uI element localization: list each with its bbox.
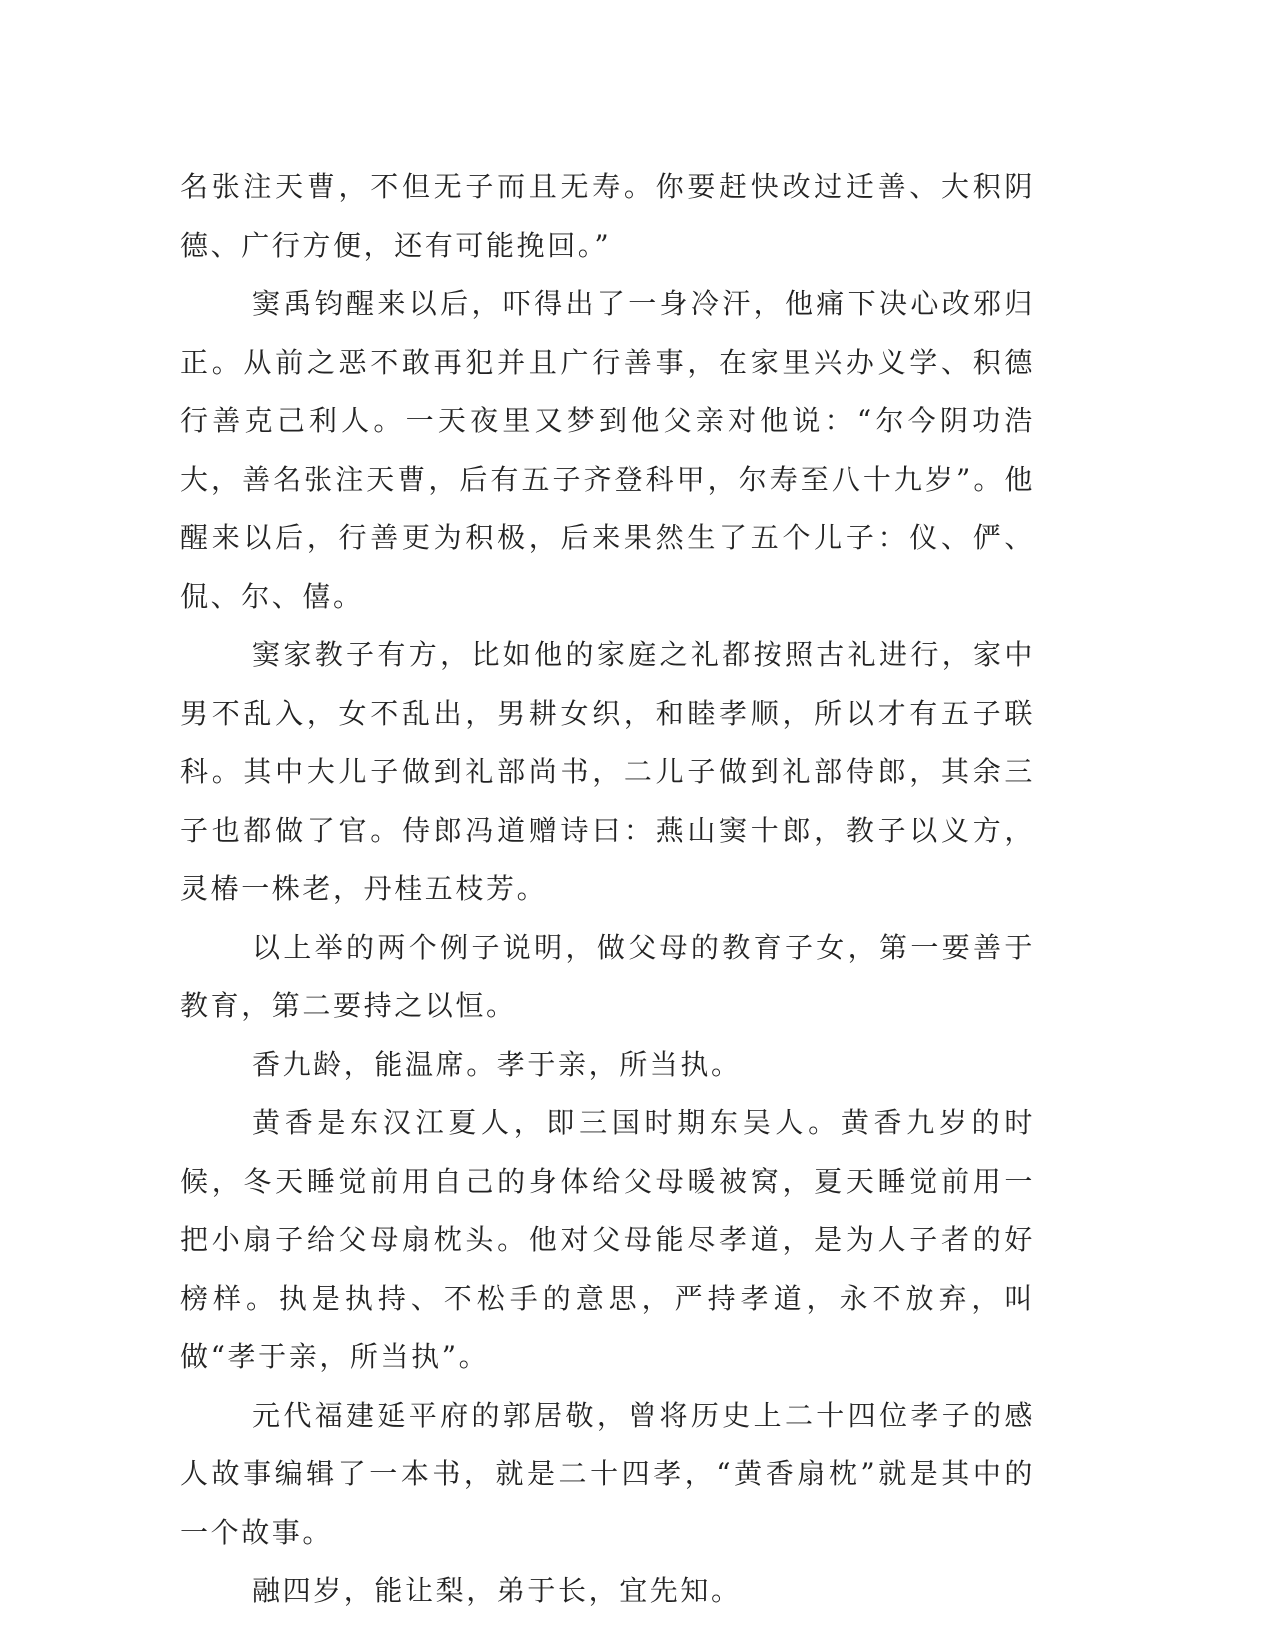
paragraph-6: 黄香是东汉江夏人，即三国时期东吴人。黄香九岁的时候，冬天睡觉前用自己的身体给父母暖被窝，夏天睡觉前用一把小扇子给父母扇枕头。他对父母能尽孝道，是为人子者的好榜样。执是执持、不松手的意思，严持孝道，永不放弃，叫做“孝于亲，所当执”。 (180, 1106, 1035, 1373)
paragraph-5: 香九龄，能温席。孝于亲，所当执。 (252, 1047, 742, 1081)
paragraph-8: 融四岁，能让梨，弟于长，宜先知。 (252, 1574, 742, 1607)
paragraph-1: 名张注天曹，不但无子而且无寿。你要赶快改过迁善、大积阴德、广行方便，还有可能挽回。” (180, 170, 1035, 262)
paragraph-3: 窦家教子有方，比如他的家庭之礼都按照古礼进行，家中男不乱入，女不乱出，男耕女织，和睦孝顺，所以才有五子联科。其中大儿子做到礼部尚书，二儿子做到礼部侍郎，其余三子也都做了官。侍郎冯道赠诗曰：燕山窦十郎，教子以义方，灵椿一株老，丹桂五枝芳。 (180, 638, 1035, 905)
paragraph-4: 以上举的两个例子说明，做父母的教育子女，第一要善于教育，第二要持之以恒。 (180, 930, 1035, 1022)
body-text (180, 158, 1035, 1621)
paragraph-2: 窦禹钧醒来以后，吓得出了一身冷汗，他痛下决心改邪归正。从前之恶不敢再犯并且广行善事，在家里兴办义学、积德行善克己利人。一天夜里又梦到他父亲对他说：“尔今阴功浩大，善名张注天曹，后有五子齐登科甲，尔寿至八十九岁”。他醒来以后，行善更为积极，后来果然生了五个儿子：仪、俨、侃、尔、僖。 (180, 287, 1035, 613)
paragraph-7: 元代福建延平府的郭居敬，曾将历史上二十四位孝子的感人故事编辑了一本书，就是二十四孝，“黄香扇枕”就是其中的一个故事。 (180, 1398, 1035, 1549)
